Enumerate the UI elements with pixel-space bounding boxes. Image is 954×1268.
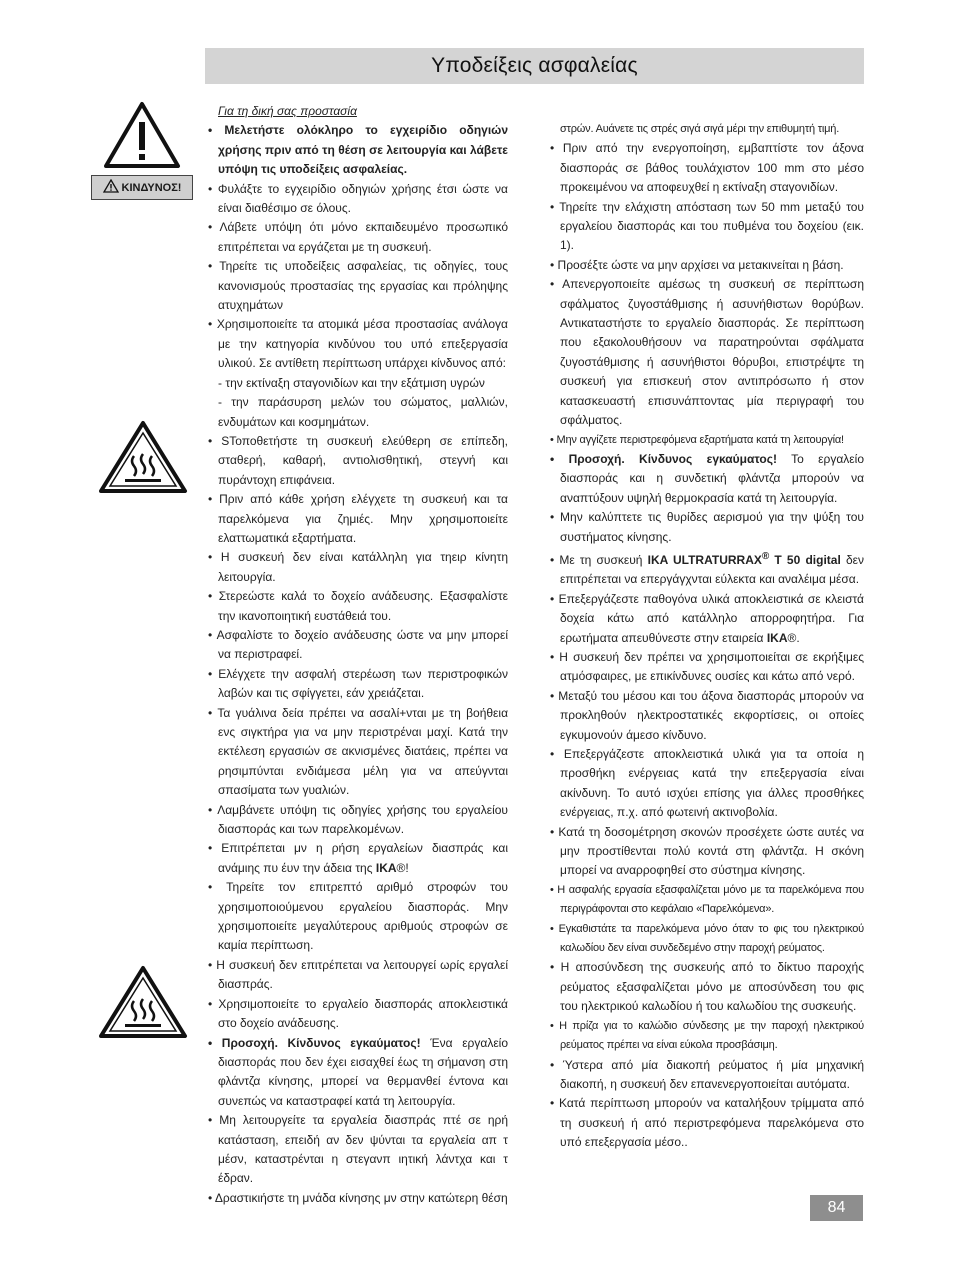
item-text: • Επεξεργάζεστε παθογόνα υλικά αποκλειστικά σε κλειστά δοχεία κάτω από κατάλληλο απορροφητήρα. Για ερωτήματα απευθύνεστε στην εταιρεία	[550, 591, 864, 645]
list-item: • Προσέξτε ώστε να μην αρχίσει να μετακινείται η βάση.	[550, 257, 844, 272]
list-item: • Μη λειτουργείτε τα εργαλεία διασπράς πτέ σε ηρή κατάσταση, επειδή αν δεν ψύνται τα εργαλεία απ τ μέσν, καταστρένται η στεγανπ ιητική λάντχα και τ έδραν.	[208, 1113, 508, 1186]
list-item	[204, 839, 508, 878]
list-item: • Μεταξύ του μέσου και του άξονα διασποράς μπορούν να προκληθούν ηλεκτροστατικές εκφορτίσεις, οι οποίες εγκυμονούν άμεσο κίνδυνο.	[550, 688, 864, 742]
list-item: • Τα γυάλινα δεία πρέπει να ασαλί+νται με τη βοήθεια ενς σιγκτήρα για να μην περιστρέναι μαχί. Κατά την εκτέλεση εργασιών σε ακνισμένες διατάεις, πρέπει να ρησιμπύνται ενδιάμεσα μέλη για να απεύγνται σπασίματα των γυαλιών.	[208, 705, 508, 798]
list-item: • Κατά τη δοσομέτρηση σκονών προσέχετε ώστε αυτές να μην προστίθενται πολύ κοντά στη φλάντζα. Η σκόνη μπορεί να αναρροφηθεί στο σύστημα κίνησης.	[550, 824, 864, 878]
list-item	[546, 450, 864, 508]
header-bar	[205, 48, 864, 84]
danger-label	[91, 175, 193, 200]
item-text: Ένα εργαλείο διασποράς που δεν έχει εισαχθεί έως τη σήμανση στη φλάντζα κίνησης, μπορεί να θερμανθεί έντονα και συνεπώς να καταστραφεί κατά τη λειτουργία.	[218, 1035, 509, 1108]
list-item	[546, 547, 864, 590]
list-item: • Μην αγγίζετε περιστρεφόμενα εξαρτήματα κατά τη λειτουργία!	[550, 433, 844, 446]
list-item: • Λάβετε υπόψη ότι μόνο εκπαιδευμένο προσωπικό επιτρέπεται να εργάζεται με τη συσκευή.	[208, 220, 508, 254]
item-text: • Με τη συσκευή	[550, 552, 648, 567]
item-text: ®!	[396, 860, 409, 875]
list-item: • Δραστικιήστε τη μνάδα κίνησης μν στην κατώτερη θέση	[208, 1190, 508, 1205]
list-item: • Τηρείτε τον επιτρεπτό αριθμό στροφών του χρησιμοποιούμενου εργαλείου διασποράς. Μην χρησιμοποιείτε μεγαλύτερους αριθμούς στροφών σε καμία περίπτωση.	[208, 880, 508, 953]
list-item: • Χρησιμοποιείτε τα ατομικά μέσα προστασίας ανάλογα με την κατηγορία κινδύνου του υπό επεξεργασία υλικού. Σε αντίθετη περίπτωση υπάρχει κίνδυνος από:	[208, 317, 508, 371]
warning-small-icon	[103, 179, 119, 196]
page-title: Υποδείξεις ασφαλείας	[431, 54, 638, 77]
list-item: • Η συσκευή δεν πρέπει να χρησιμοποιείται σε εκρήξιμες ατμόσφαιρες, με επικίνδυνες ουσίες και κάτω από νερό.	[550, 649, 864, 684]
list-item: • Τηρείτε τις υποδείξεις ασφαλείας, τις οδηγίες, τους κανονισμούς προστασίας της εργασίας και πρόληψης ατυχημάτων	[208, 259, 508, 313]
list-item: • Στερεώστε καλά το δοχείο ανάδευσης. Εξασφαλίστε την ικανοποιητική ευστάθειά του.	[208, 589, 508, 623]
list-item: • Ελέγχετε την ασφαλή στερέωση των περιστροφικών λαβών και τις σφίγγετει, εάν χρειάζεται.	[208, 666, 508, 701]
list-item: • Η πρίζα για το καλώδιο σύνδεσης με την παροχή ηλεκτρικού ρεύματος πρέπει να είναι εύκολα προσβάσιμη.	[550, 1019, 864, 1052]
list-item: • Λαμβάνετε υπόψη τις οδηγίες χρήσης του εργαλείου διασποράς και των παρελκομένων.	[208, 802, 508, 837]
list-item: • Η αποσύνδεση της συσκευής από το δίκτυο παροχής ρεύματος εξασφαλίζεται μόνο με αποσύνδεση του φις του ηλεκτρικού καλωδίου ή του καλωδίου της συσκευής.	[550, 960, 864, 1014]
list-item: • Η ασφαλής εργασία εξασφαλίζεται μόνο με τα παρελκόμενα που περιγράφονται στο κεφάλαιο «Παρελκόμενα».	[550, 883, 864, 916]
item-text: ®.	[787, 630, 800, 645]
hot-surface-icon	[98, 420, 188, 494]
list-subitem: - την παράσυρση μελών του σώματος, μαλλιών, ενδυμάτων και κοσμημάτων.	[218, 395, 508, 429]
hot-surface-icon	[98, 965, 188, 1039]
warning-triangle-icon	[102, 100, 182, 170]
item-text: • Επιτρέπεται μν η ρήση εργαλείων διασπράς και ανάμιης πυ έυν την άδεια της	[208, 841, 508, 875]
list-item: • Ασφαλίστε το δοχείο ανάδευσης ώστε να μην μπορεί να περιστραφεί.	[208, 627, 508, 662]
list-item: • SΤοποθετήστε τη συσκευή ελεύθερη σε επίπεδη, σταθερή, καθαρή, αντιολισθητική, στεγνή και πυράντοχη επιφάνεια.	[208, 433, 508, 487]
registered-mark: ®	[761, 550, 770, 562]
item-text: Το εργαλείο διασποράς και η συνδετική φλάντζα μπορούν να αναπτύξουν υψηλή θερμοκρασία κατά τη λειτουργία.	[560, 451, 864, 505]
left-column	[204, 102, 508, 1208]
page-number: 84	[810, 1195, 863, 1221]
warning-text: • Προσοχή. Κίνδυνος εγκαύματος!	[550, 451, 777, 466]
model-name: T 50 digital	[769, 552, 841, 567]
list-item: • Η συσκευή δεν επιτρέπεται να λειτουργεί ωρίς εργαλεί διασπράς.	[208, 957, 508, 992]
list-item: • Φυλάξτε το εγχειρίδιο οδηγιών χρήσης έτσι ώστε να είναι διαθέσιμο σε όλους.	[208, 181, 508, 216]
list-subitem: - την εκτίναξη σταγονιδίων και την εξάτμιση υγρών	[218, 375, 485, 390]
list-item: • Επεξεργάζεστε αποκλειστικά υλικά για τα οποία η προσθήκη ενέργειας κατά την επεξεργασία είναι ακίνδυνη. Το αυτό ισχύει επίσης για άλλες προσθήκες ενέργειας, π.χ. από φωτεινή ακτινοβολία.	[550, 747, 864, 820]
warning-text: • Προσοχή. Κίνδυνος εγκαύματος!	[208, 1035, 421, 1050]
list-item	[204, 1034, 508, 1112]
list-item: • Μελετήστε ολόκληρο το εγχειρίδιο οδηγιών χρήσης πριν από τη θέση σε λειτουργία και λάβετε υπόψη τις υποδείξεις ασφαλείας.	[208, 123, 508, 177]
list-item: • Η συσκευή δεν είναι κατάλληλη για τηειρ κίνητη λειτουργία.	[208, 550, 508, 584]
list-item: • Πριν από κάθε χρήση ελέγχετε τη συσκευή και τα παρελκόμενα για ζημιές. Μην χρησιμοποιείτε ελαττωματικά εξαρτήματα.	[208, 492, 508, 545]
list-item	[546, 590, 864, 648]
list-item: • Εγκαθιστάτε τα παρελκόμενα μόνο όταν το φις του ηλεκτρικού καλωδίου δεν είναι συνδεδεμένο στην παροχή ρεύματος.	[550, 922, 864, 955]
brand-name: IKA	[375, 860, 397, 875]
list-item: • Απενεργοποιείτε αμέσως τη συσκευή σε περίπτωση σφάλματος ζυγοστάθμισης ή ασυνήθιστων θορύβων. Αντικαταστήστε το εργαλείο διασποράς. Σε περίπτωση που εξακολουθήσουν να παρατηρούνται σφάλματα ζυγοστάθμισης ή ασυνήθιστοι θόρυβοι, επιστρέψτε τη συσκευή για επισκευή στον αντιπρόσωπο ή στον κατασκευαστή επισυνάπτοντας μία περιγραφή του σφάλματος.	[550, 277, 864, 428]
list-item: • Μην καλύπτετε τις θυρίδες αερισμού για την ψύξη του συστήματος κίνησης.	[550, 510, 864, 544]
list-item: • Ύστερα από μία διακοπή ρεύματος ή μία μηχανική διακοπή, η συσκευή δεν επανενεργοποιείται αυτόματα.	[550, 1057, 864, 1091]
section-subtitle: Για τη δική σας προστασία	[218, 104, 357, 118]
continued-text: στρών. Αυάνετε τις στρές σιγά σιγά μέρι την επιθυμητή τιμή.	[560, 123, 840, 135]
brand-name: IKA	[766, 630, 788, 645]
right-column	[546, 120, 864, 1153]
list-item: • Πριν από την ενεργοποίηση, εμβαπτίστε τον άξονα διασποράς σε βάθος τουλάχιστον 100 mm στο μέσο προκειμένου να αποφευχθεί η εκτίναξη σταγονιδίων.	[550, 141, 864, 195]
item-text: δεν επιτρέπεται να επεργάγχνται εύλεκτα και αναλέιμα μέσα.	[560, 552, 864, 587]
brand-name: IKA ULTRATURRAX	[647, 552, 762, 567]
list-item: • Κατά περίπτωση μπορούν να καταλήξουν τρίμματα από τη συσκευή ή από περιστρεφόμενα παρελκόμενα στο υπό επεξεργασία μέσο..	[550, 1096, 864, 1150]
danger-text: ΚΙΝΔΥΝΟΣ!	[121, 181, 182, 194]
list-item: • Χρησιμοποιείτε το εργαλείο διασποράς αποκλειστικά στο δοχείο ανάδευσης.	[208, 996, 508, 1031]
list-item: • Τηρείτε την ελάχιστη απόσταση των 50 mm μεταξύ του εργαλείου διασποράς και του πυθμένα του δοχείου (εικ. 1).	[550, 199, 864, 253]
